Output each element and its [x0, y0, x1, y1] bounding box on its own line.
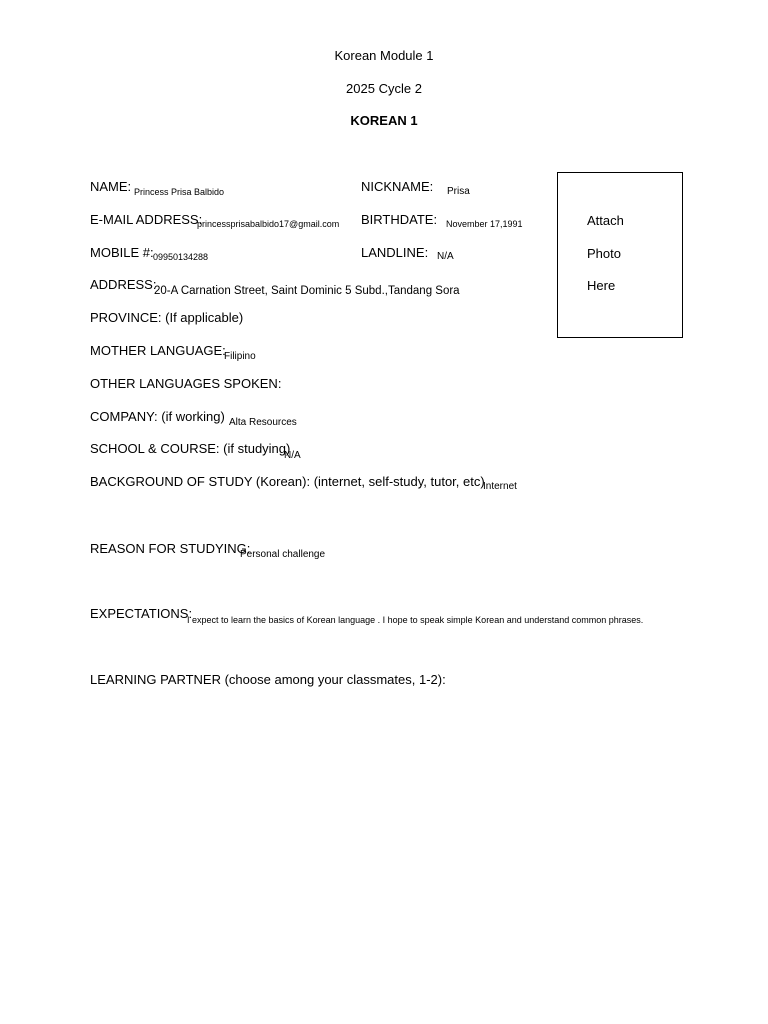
- mother-language-label: MOTHER LANGUAGE:: [90, 343, 226, 358]
- landline-value[interactable]: N/A: [437, 251, 454, 262]
- module-title: Korean Module 1: [334, 48, 434, 63]
- reason-value[interactable]: Personal challenge: [240, 549, 326, 560]
- background-value[interactable]: Internet: [483, 481, 517, 492]
- photo-text-attach: Attach: [587, 213, 624, 228]
- photo-text-photo: Photo: [587, 246, 621, 261]
- birthdate-value[interactable]: November 17,1991: [446, 219, 523, 229]
- name-label: NAME:: [90, 179, 132, 194]
- company-label: COMPANY: (if working): [90, 409, 225, 424]
- expectations-value[interactable]: I expect to learn the basics of Korean language . I hope to speak simple Korean and understand common phrases.: [187, 615, 644, 625]
- birthdate-label: BIRTHDATE:: [361, 212, 438, 227]
- address-label: ADDRESS:: [90, 277, 157, 292]
- email-label: E-MAIL ADDRESS:: [90, 212, 203, 227]
- photo-placeholder[interactable]: [557, 172, 683, 338]
- email-value[interactable]: princessprisabalbido17@gmail.com: [197, 219, 340, 229]
- cycle-title: 2025 Cycle 2: [346, 81, 422, 96]
- mobile-value[interactable]: 09950134288: [153, 252, 209, 262]
- school-label: SCHOOL & COURSE: (if studying): [90, 441, 291, 456]
- other-languages-label: OTHER LANGUAGES SPOKEN:: [90, 376, 282, 391]
- company-value[interactable]: Alta Resources: [229, 417, 297, 428]
- expectations-label: EXPECTATIONS:: [90, 606, 193, 621]
- mother-language-value[interactable]: Filipino: [224, 351, 256, 362]
- nickname-label: NICKNAME:: [361, 179, 434, 194]
- mobile-label: MOBILE #:: [90, 245, 154, 260]
- nickname-value[interactable]: Prisa: [447, 186, 470, 197]
- learning-partner-label: LEARNING PARTNER (choose among your classmates, 1-2):: [90, 672, 446, 687]
- name-value[interactable]: Princess Prisa Balbido: [134, 187, 225, 197]
- course-title: KOREAN 1: [350, 113, 418, 128]
- photo-text-here: Here: [587, 278, 616, 293]
- address-value[interactable]: 20-A Carnation Street, Saint Dominic 5 Subd.,Tandang Sora: [154, 285, 460, 297]
- reason-label: REASON FOR STUDYING:: [90, 541, 251, 556]
- school-value[interactable]: N/A: [284, 450, 301, 461]
- province-label: PROVINCE: (If applicable): [90, 310, 244, 325]
- landline-label: LANDLINE:: [361, 245, 429, 260]
- background-label: BACKGROUND OF STUDY (Korean): (internet, self-study, tutor, etc): [90, 474, 485, 489]
